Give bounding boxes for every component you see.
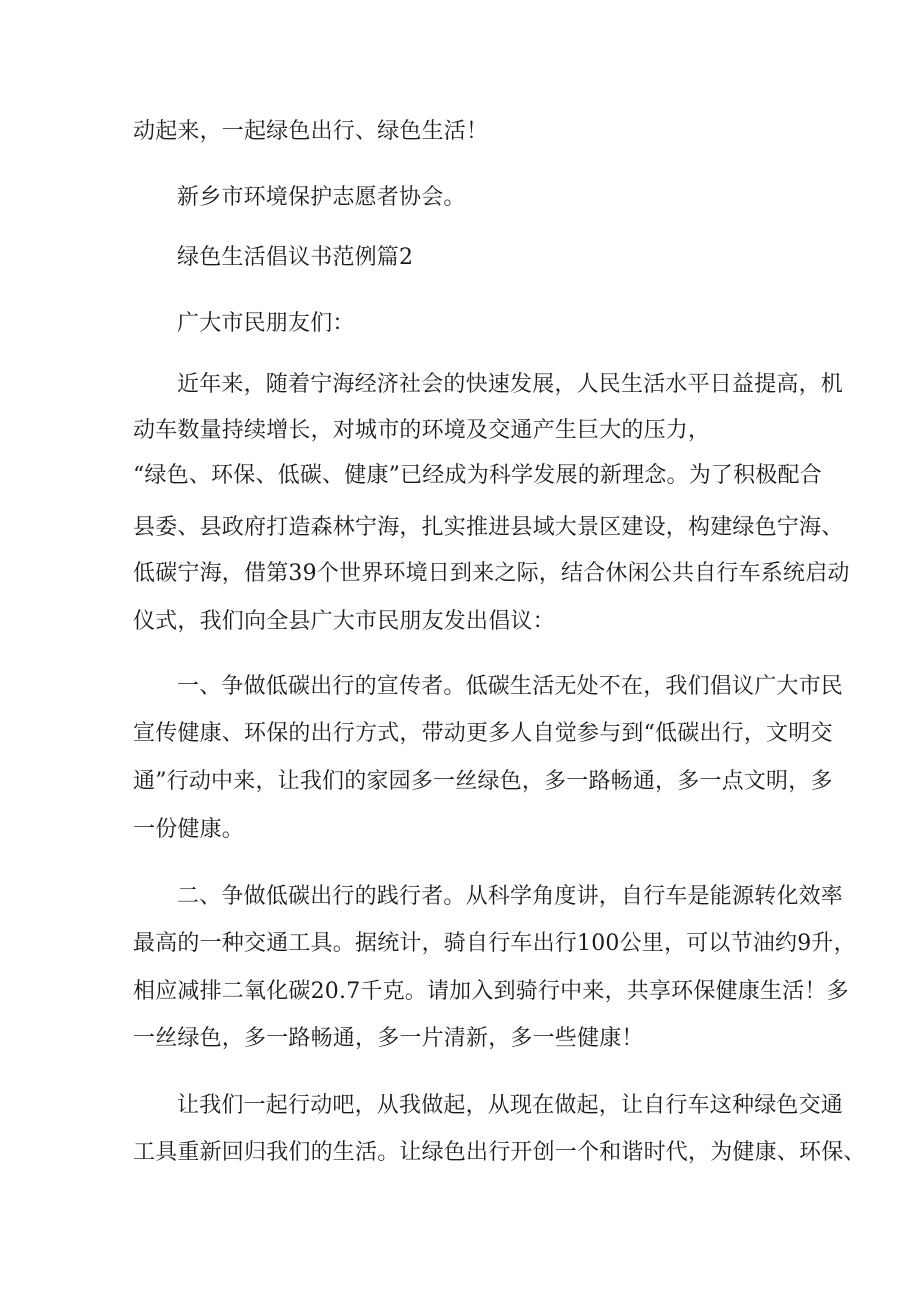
- paragraph-line: “绿色、环保、低碳、健康”已经成为科学发展的新理念。为了积极配合: [133, 463, 822, 488]
- paragraph-line: 县委、县政府打造森林宁海，扎实推进县域大景区建设，构建绿色宁海、: [133, 515, 844, 540]
- paragraph-line: 通”行动中来，让我们的家园多一丝绿色，多一路畅通，多一点文明，多: [133, 769, 833, 794]
- paragraph-line: 二、争做低碳出行的践行者。从科学角度讲，自行车是能源转化效率: [177, 884, 844, 909]
- paragraph-line: 一份健康。: [133, 817, 245, 842]
- paragraph-line: 动车数量持续增长，对城市的环境及交通产生巨大的压力，: [133, 418, 711, 443]
- signature-line: 新乡市环境保护志愿者协会。: [177, 185, 466, 210]
- section-heading: 绿色生活倡议书范例篇2: [177, 245, 414, 270]
- paragraph-line: 最高的一种交通工具。据统计，骑自行车出行100公里，可以节油约9升，: [133, 931, 856, 956]
- salutation: 广大市民朋友们：: [177, 311, 355, 336]
- paragraph-line: 一丝绿色，多一路畅通，多一片清新，多一些健康！: [133, 1026, 644, 1051]
- paragraph-line: 一、争做低碳出行的宣传者。低碳生活无处不在，我们倡议广大市民: [177, 674, 844, 699]
- text-line: 动起来，一起绿色出行、绿色生活！: [133, 119, 489, 144]
- paragraph-line: 宣传健康、环保的出行方式，带动更多人自觉参与到“低碳出行，文明交: [133, 721, 833, 746]
- paragraph-line: 让我们一起行动吧，从我做起，从现在做起，让自行车这种绿色交通: [177, 1093, 844, 1118]
- paragraph-line: 近年来，随着宁海经济社会的快速发展，人民生活水平日益提高，机: [177, 372, 844, 397]
- paragraph-line: 低碳宁海，借第39个世界环境日到来之际，结合休闲公共自行车系统启动: [133, 561, 850, 586]
- paragraph-line: 相应减排二氧化碳20.7千克。请加入到骑行中来，共享环保健康生活！多: [133, 979, 849, 1004]
- paragraph-line: 仪式，我们向全县广大市民朋友发出倡议：: [133, 609, 555, 634]
- paragraph-line: 工具重新回归我们的生活。让绿色出行开创一个和谐时代，为健康、环保、: [133, 1140, 866, 1165]
